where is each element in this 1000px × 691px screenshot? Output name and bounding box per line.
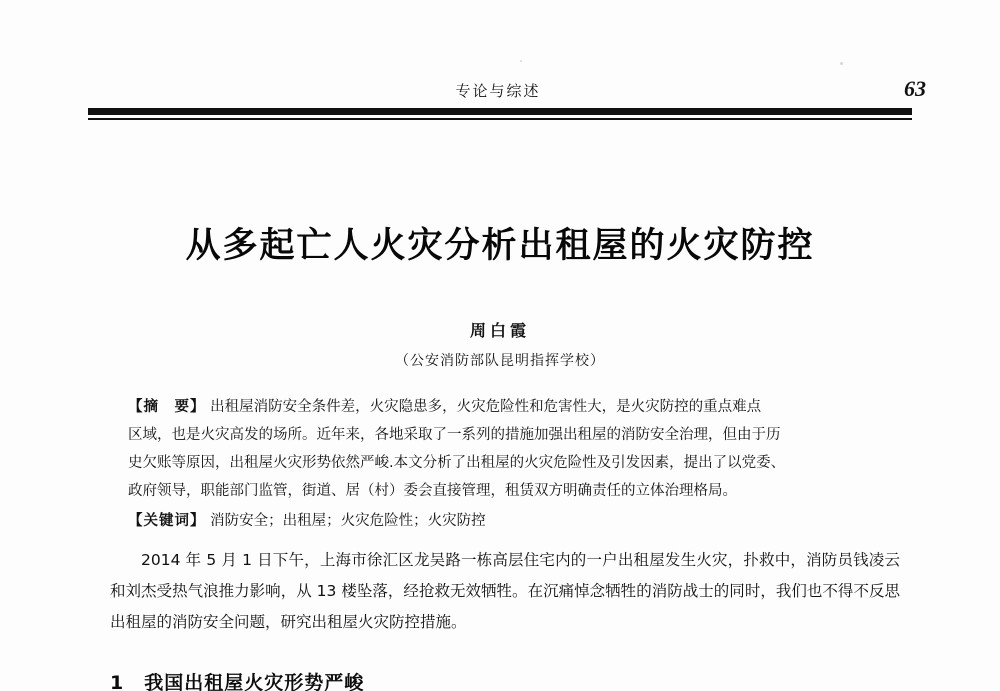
- abstract-line-1: [128, 393, 884, 421]
- abstract-line-2: 区域，也是火灾高发的场所。近年来，各地采取了一系列的措施加强出租屋的消防安全治理，但由于历: [128, 427, 781, 443]
- abstract-line-4: 政府领导，职能部门监管，街道、居（村）委会直接管理，租赁双方明确责任的立体治理格局。: [128, 483, 737, 499]
- header-rule-thick: [88, 108, 912, 115]
- scan-speckle: [520, 60, 522, 62]
- keywords-line: [128, 507, 884, 535]
- body-paragraph: 2014 年 5 月 1 日下午，上海市徐汇区龙吴路一栋高层住宅内的一户出租屋发生火灾，扑救中，消防员钱凌云和刘杰受热气浪推力影响，从 13 楼坠落，经抢救无效牺牲。在沉痛悼念牺牲的消防战士的同时，我们也不得不反思出租屋的消防安全问题，研究出租屋火灾防控措施。: [110, 551, 900, 631]
- abstract-line-3: 史欠账等原因，出租屋火灾形势依然严峻.本文分析了出租屋的火灾危险性及引发因素，提出了以党委、: [128, 455, 786, 471]
- abstract-text-1: 出租屋消防安全条件差，火灾隐患多，火灾危险性和危害性大，是火灾防控的重点难点: [210, 399, 762, 415]
- keywords-label: 【关键词】: [128, 513, 206, 529]
- page-number: 63: [904, 76, 926, 101]
- running-head-row: [88, 76, 926, 106]
- abstract-block: [128, 393, 884, 535]
- page-title: 从多起亡人火灾分析出租屋的火灾防控: [185, 226, 815, 266]
- keywords-text: 消防安全；出租屋；火灾危险性；火灾防控: [210, 513, 486, 529]
- running-head-title: 专论与综述: [455, 82, 541, 100]
- header-rule-thin: [88, 118, 912, 120]
- author-affiliation: （公安消防部队昆明指挥学校）: [395, 353, 605, 369]
- abstract-label: 【摘 要】: [128, 399, 206, 415]
- author-name: 周白霞: [469, 321, 530, 340]
- section-heading-1: 1 我国出租屋火灾形势严峻: [110, 672, 365, 691]
- scan-speckle: [840, 62, 843, 65]
